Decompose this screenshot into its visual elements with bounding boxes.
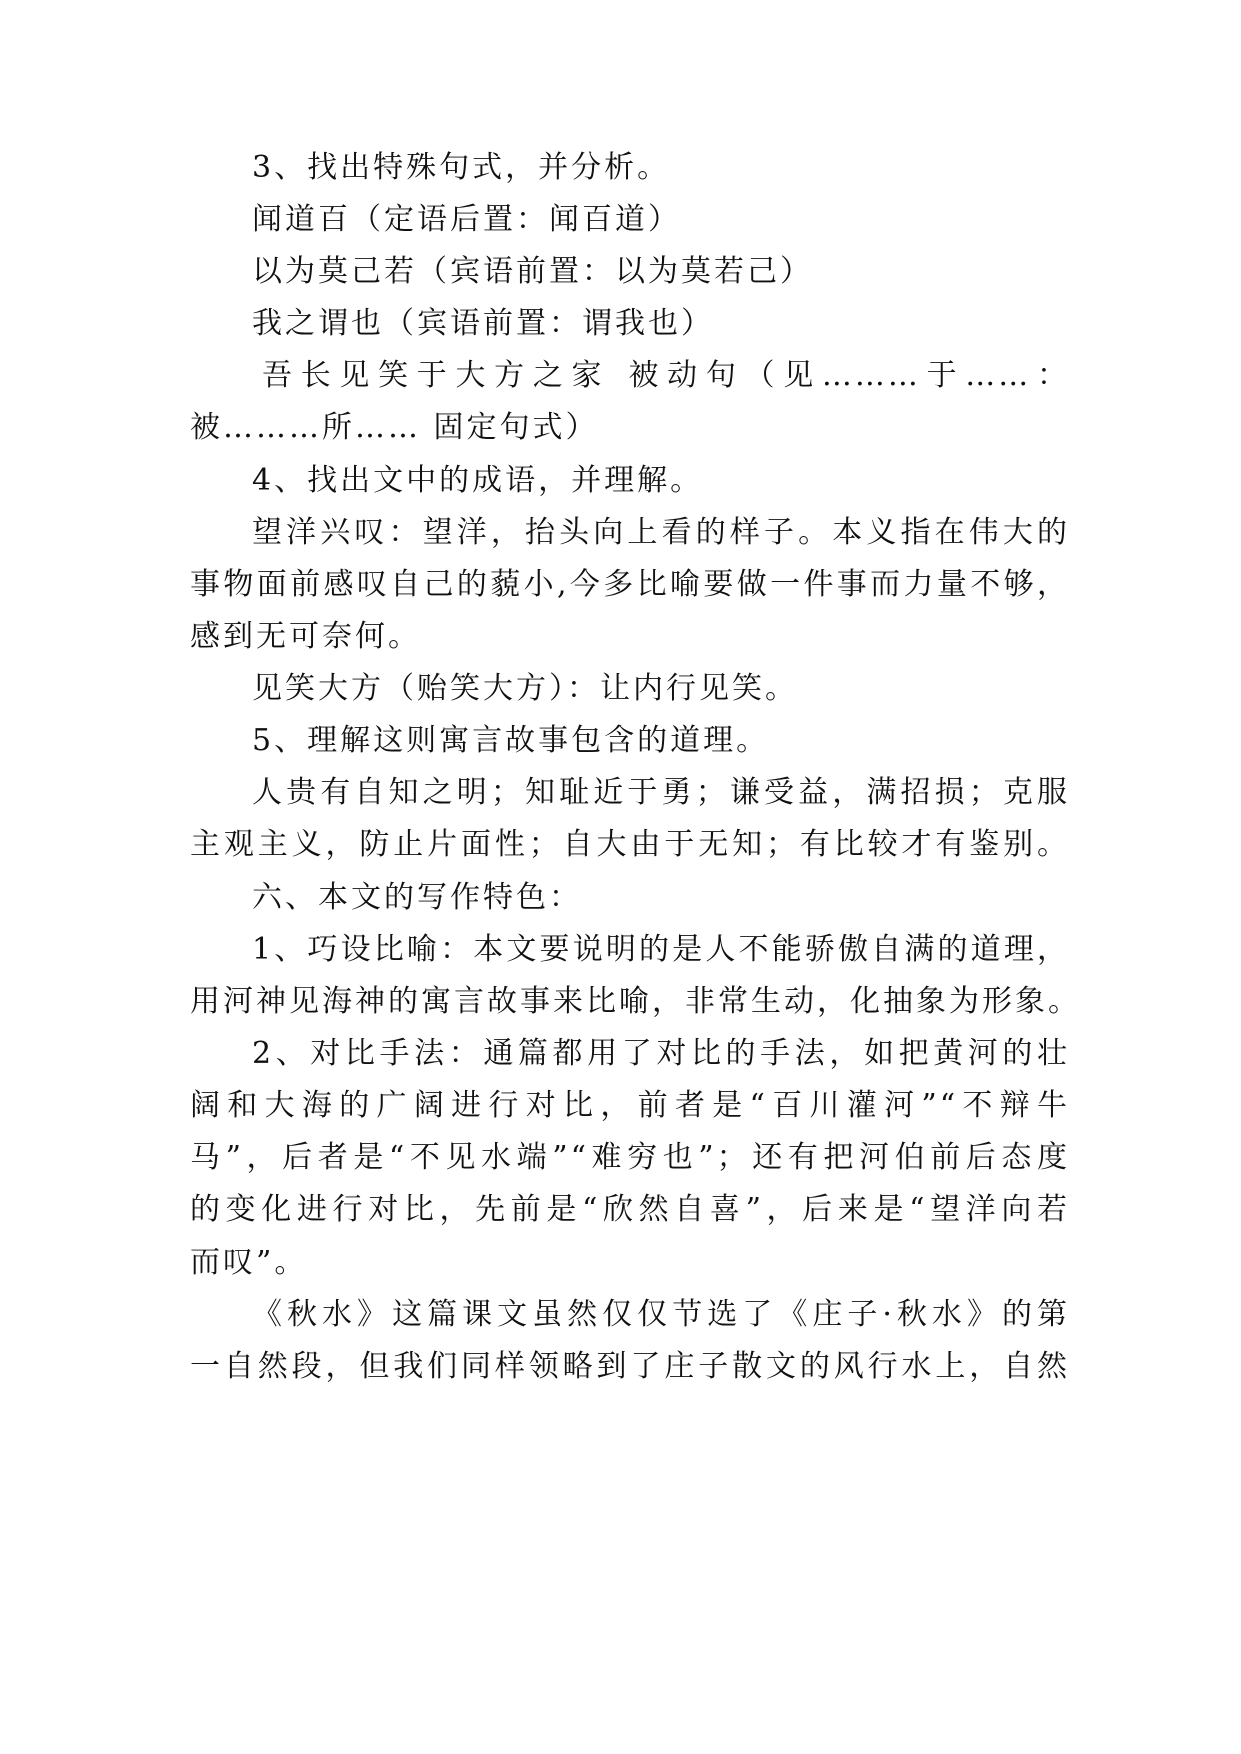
idiom-2: 见笑大方（贻笑大方）：让内行见笑。: [252, 671, 798, 706]
section-6-heading: 六、本文的写作特色：: [252, 880, 582, 915]
feature-2-line-2: 阔和大海的广阔进行对比，前者是“百川灌河”“不辩牛: [190, 1088, 1070, 1123]
item-3-heading: 3、找出特殊句式，并分析。: [252, 150, 671, 185]
feature-2-line-3: 马”，后者是“不见水端”“难穷也”；还有把河伯前后态度: [190, 1140, 1070, 1175]
moral-line-2: 主观主义，防止片面性；自大由于无知；有比较才有鉴别。: [190, 827, 1070, 862]
sentence-example-4: 吾长见笑于大方之家 被动句（见………于……：: [262, 358, 1070, 393]
feature-1-line-2: 用河神见海神的寓言故事来比喻，非常生动，化抽象为形象。: [190, 984, 1081, 1019]
idiom-1-line-2: 事物面前感叹自己的藐小,今多比喻要做一件事而力量不够，: [190, 567, 1070, 602]
item-5-heading: 5、理解这则寓言故事包含的道理。: [252, 723, 770, 758]
feature-2-line-1: 2、对比手法：通篇都用了对比的手法，如把黄河的壮: [252, 1036, 1070, 1071]
sentence-example-2: 以为莫己若（宾语前置：以为莫若己）: [252, 254, 813, 289]
closing-paragraph-line-2: 一自然段，但我们同样领略到了庄子散文的风行水上，自然: [190, 1349, 1070, 1384]
sentence-example-3: 我之谓也（宾语前置：谓我也）: [252, 306, 714, 341]
feature-2-line-4: 的变化进行对比，先前是“欣然自喜”，后来是“望洋向若: [190, 1192, 1070, 1227]
feature-2-line-5: 而叹”。: [190, 1245, 308, 1280]
moral-line-1: 人贵有自知之明；知耻近于勇；谦受益，满招损；克服: [252, 775, 1070, 810]
feature-1-line-1: 1、巧设比喻：本文要说明的是人不能骄傲自满的道理，: [252, 932, 1070, 967]
idiom-1-line-1: 望洋兴叹：望洋，抬头向上看的样子。本义指在伟大的: [252, 515, 1070, 550]
sentence-example-1: 闻道百（定语后置：闻百道）: [252, 202, 681, 237]
item-4-heading: 4、找出文中的成语，并理解。: [252, 463, 704, 498]
closing-paragraph-line-1: 《秋水》这篇课文虽然仅仅节选了《庄子·秋水》的第: [252, 1297, 1070, 1332]
sentence-example-4-continued: 被………所…… 固定句式）: [190, 410, 599, 445]
idiom-1-line-3: 感到无可奈何。: [190, 619, 421, 654]
